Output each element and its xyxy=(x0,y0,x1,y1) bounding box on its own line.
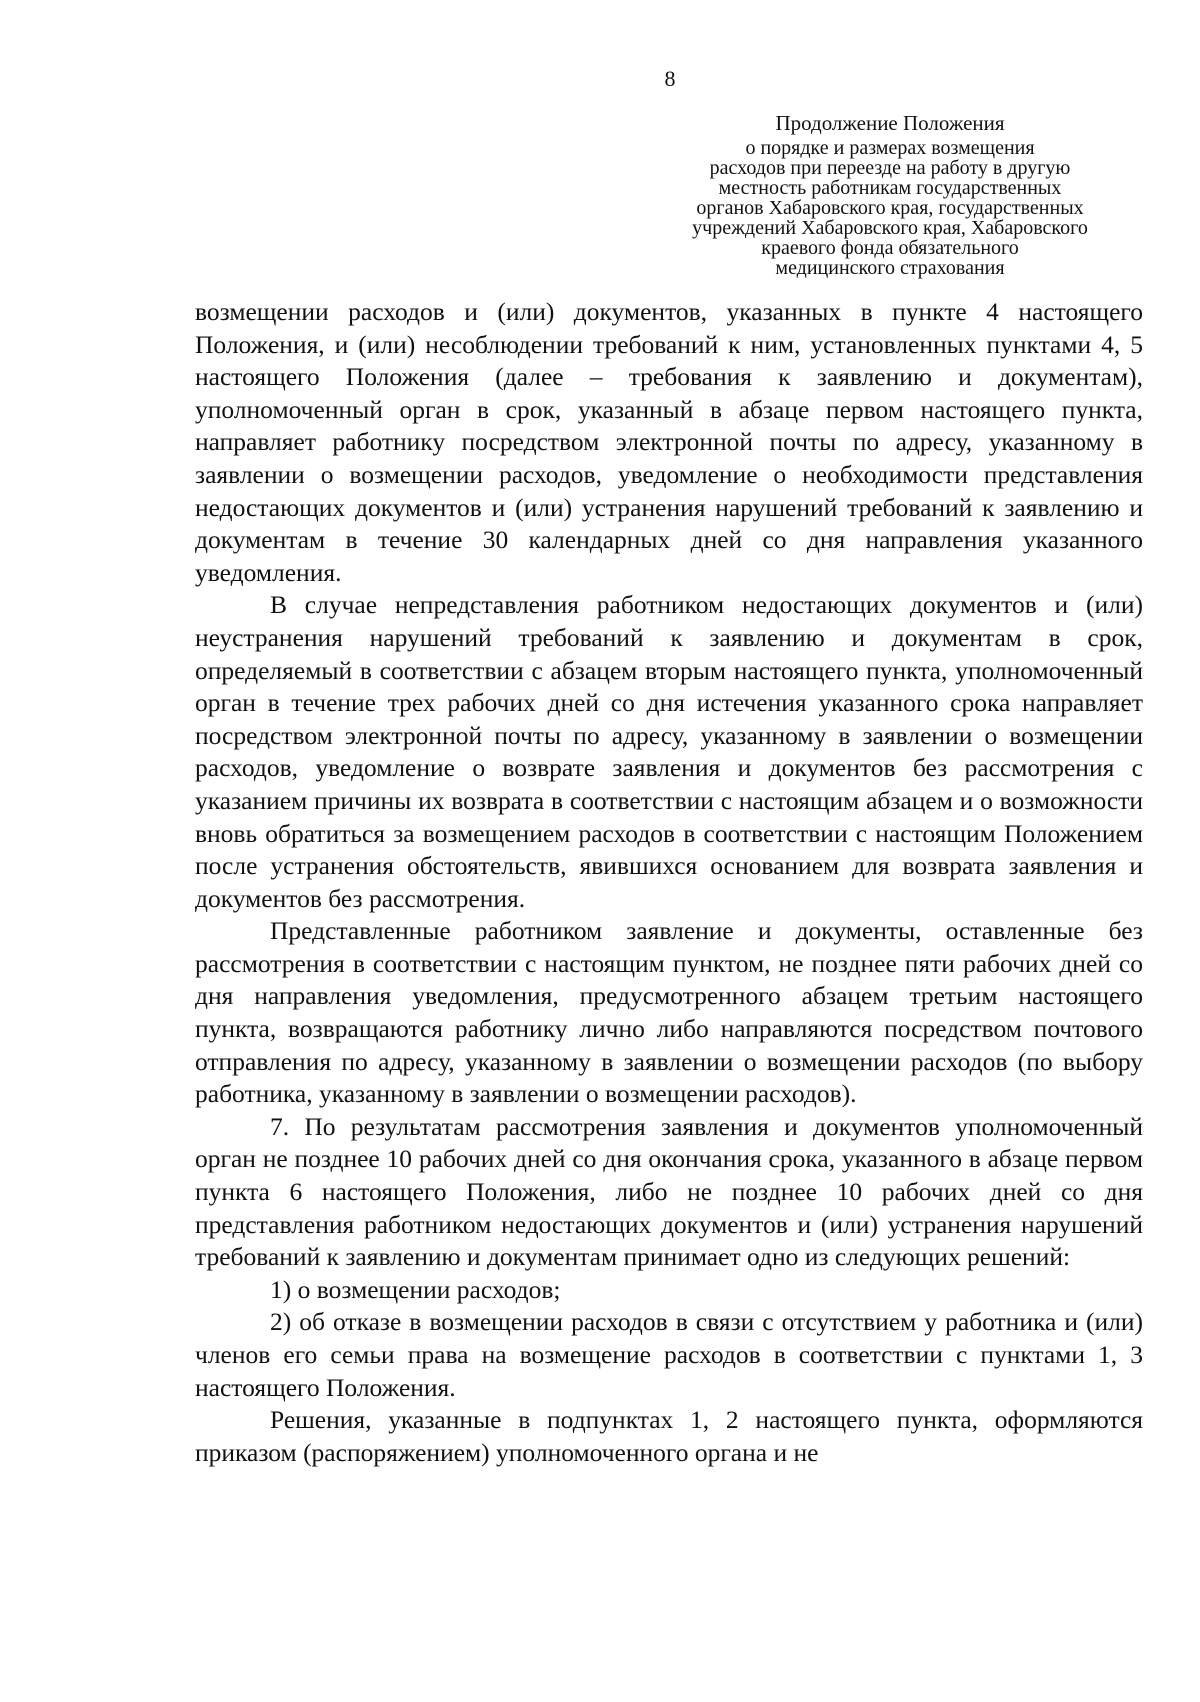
header-line: органов Хабаровского края, государственных xyxy=(696,197,1084,219)
list-item: 2) об отказе в возмещении расходов в связи с отсутствием у работника и (или) членов его семьи права на возмещение расходов в соответствии с пунктами 1, 3 настоящего Положения. xyxy=(195,1307,1143,1402)
header-line: расходов при переезде на работу в другую xyxy=(709,157,1071,179)
document-body xyxy=(195,296,1143,1469)
section-7-paragraph: 7. По результатам рассмотрения заявления и документов уполномоченный орган не позднее 10 рабочих дней со дня окончания срока, указанного в абзаце первом пункта 6 настоящего Положения, либо не позднее 10 рабочих дней со дня представления работником недостающих документов и (или) устранения нарушений требований к заявлению и документам принимает одно из следующих решений: xyxy=(195,1111,1143,1272)
header-line: медицинского страхования xyxy=(775,257,1005,279)
page-number: 8 xyxy=(664,66,676,91)
header-title: Продолжение Положения xyxy=(775,111,1005,135)
header-line: местность работникам государственных xyxy=(718,177,1062,199)
body-paragraph: Решения, указанные в подпунктах 1, 2 настоящего пункта, оформляются приказом (распоряжением) уполномоченного органа и не xyxy=(195,1405,1143,1467)
header-line: о порядке и размерах возмещения xyxy=(745,137,1035,159)
document-header xyxy=(640,108,1140,278)
body-paragraph: В случае непредставления работником недостающих документов и (или) неустранения нарушений требований к заявлению и документам в срок, определяемый в соответствии с абзацем вторым настоящего пункта, уполномоченный орган в течение трех рабочих дней со дня истечения указанного срока направляет посредством электронной почты по адресу, указанному в заявлении о возмещении расходов, уведомление о возврате заявления и документов без рассмотрения с указанием причины их возврата в соответствии с настоящим абзацем и о возможности вновь обратиться за возмещением расходов в соответствии с настоящим Положением после устранения обстоятельств, явившихся основанием для возврата заявления и документов без рассмотрения. xyxy=(195,590,1143,913)
header-line: учреждений Хабаровского края, Хабаровского xyxy=(692,217,1088,239)
body-paragraph: Представленные работником заявление и документы, оставленные без рассмотрения в соответствии с настоящим пунктом, не позднее пяти рабочих дней со дня направления уведомления, предусмотренного абзацем третьим настоящего пункта, возвращаются работнику лично либо направляются посредством почтового отправления по адресу, указанному в заявлении о возмещении расходов (по выбору работника, указанному в заявлении о возмещении расходов). xyxy=(195,916,1143,1109)
body-paragraph: возмещении расходов и (или) документов, указанных в пункте 4 настоящего Положения, и (или) несоблюдении требований к ним, установленных пунктами 4, 5 настоящего Положения (далее – требования к заявлению и документам), уполномоченный орган в срок, указанный в абзаце первом настоящего пункта, направляет работнику посредством электронной почты по адресу, указанному в заявлении о возмещении расходов, уведомление о необходимости представления недостающих документов и (или) устранения нарушений требований к заявлению и документам в течение 30 календарных дней со дня направления указанного уведомления. xyxy=(195,297,1143,587)
list-item: 1) о возмещении расходов; xyxy=(270,1274,561,1304)
header-line: краевого фонда обязательного xyxy=(761,237,1019,259)
